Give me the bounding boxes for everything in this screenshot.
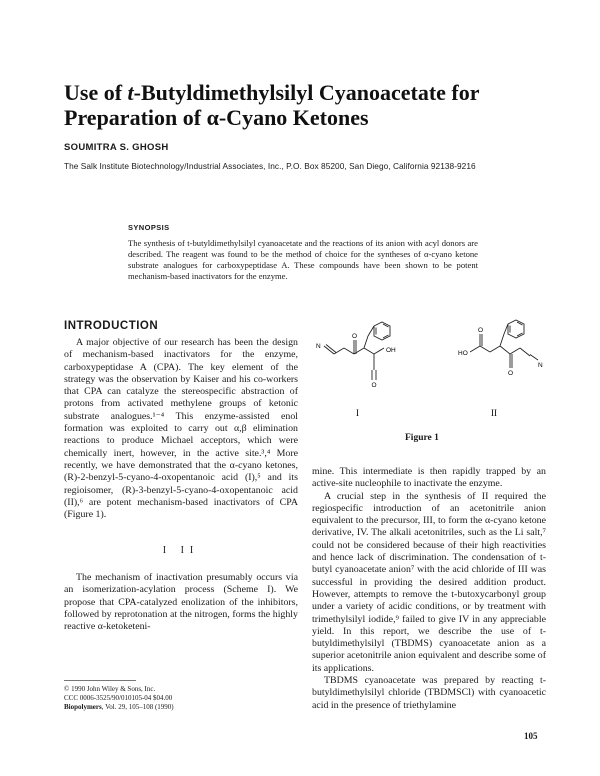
intro-paragraph-4: A crucial step in the synthesis of II required the regiospecific introduction of an acetonitrile anion equivalent to the precursor, III, to form the α-cyano ketone derivative, IV. The alkali acetonitriles, such as the Li salt,⁷ could not be considered because of their high reactivities and hence lack of discrimination. The condensation of t-butyl cyanoacetate anion⁷ with the acid chloride of III was successful in providing the desired addition product. However, attempts to remove the t-butoxycarbonyl group under a variety of acidic conditions, or by treatment with trimethylsilyl iodide,⁹ failed to give IV in any appreciable yield. In this report, we describe the use of t-butyldimethylsilyl (TBDMS) cyanoacetate anion as a superior acetonitrile anion equivalent and describe some of its applications. — [312, 490, 546, 674]
atom-o-right-bottom: O — [508, 370, 514, 377]
right-column — [312, 466, 546, 712]
atom-o-left-bottom: O — [371, 382, 377, 389]
structure-label-II: II — [491, 408, 497, 418]
journal-volume: , Vol. 29, 105–108 (1990) — [101, 703, 174, 712]
figure-1-structures — [310, 318, 546, 430]
journal-citation — [64, 703, 174, 712]
footnote-rule — [64, 680, 136, 681]
synopsis-text: The synthesis of t-butyldimethylsilyl cyanoacetate and the reactions of its anion with acyl donors are described. The reagent was found to be the method of choice for the syntheses of α-cyano ketone substrate analogues for carboxypeptidase A. These compounds have been shown to be potent mechanism-based inactivators for the enzyme. — [128, 238, 478, 281]
copyright-line: © 1990 John Wiley & Sons, Inc. — [64, 685, 156, 693]
atom-o-right-top: O — [478, 327, 484, 334]
left-column-lower — [64, 572, 298, 633]
intro-paragraph-3: mine. This intermediate is then rapidly trapped by an active-site nucleophile to inactivate the enzyme. — [312, 466, 546, 490]
atom-oh-left: OH — [386, 347, 396, 354]
journal-name: Biopolymers — [64, 703, 102, 712]
author-affiliation: The Salk Institute Biotechnology/Industrial Associates, Inc., P.O. Box 85200, San Diego, California 92138-9216 — [64, 161, 476, 171]
introduction-heading: INTRODUCTION — [64, 320, 159, 332]
synopsis-heading: SYNOPSIS — [128, 223, 170, 232]
title-line-2: Preparation of α-Cyano Ketones — [64, 105, 369, 130]
structure-label-I: I — [356, 408, 359, 418]
article-title — [64, 80, 544, 130]
footnote-block — [64, 685, 174, 713]
scheme-compound-labels: I II — [162, 545, 200, 556]
left-column-upper — [64, 337, 298, 521]
intro-paragraph-5: TBDMS cyanoacetate was prepared by reacting t-butyldimethylsilyl chloride (TBDMSCl) with cyanoacetic acid in the presence of triethylamine — [312, 675, 546, 711]
atom-ho-right: HO — [458, 350, 468, 357]
intro-paragraph-2: The mechanism of inactivation presumably occurs via an isomerization-acylation process (Scheme I). We propose that CPA-catalyzed enolization of the inhibitors, followed by reprotonation at the nitrogen, forms the highly reactive α-ketoketeni- — [64, 572, 298, 633]
title-line-1: Use of t-Butyldimethylsilyl Cyanoacetate for — [64, 80, 480, 105]
atom-n-left: N — [316, 343, 321, 350]
page-number: 105 — [524, 731, 538, 741]
intro-paragraph-1: A major objective of our research has been the design of mechanism-based inactivators for the enzyme, carboxypeptidase A (CPA). The key element of the strategy was the observation by Kaiser and his co-workers that CPA can catalyze the stereospecific abstraction of protons from activated methylene groups of ketonic substrate analogues.¹⁻⁴ This enzyme-assisted enol formation was exploited to carry out α,β elimination reactions to produce Michael acceptors, which were chemically inert, however, in the active site.³,⁴ More recently, we have demonstrated that the α-cyano ketones, (R)-2-benzyl-5-cyano-4-oxopentanoic acid (I),⁵ and its regioisomer, (R)-3-benzyl-5-cyano-4-oxopentanoic acid (II),⁶ are potent mechanism-based inactivators of CPA (Figure 1). — [64, 337, 298, 521]
ccc-line: CCC 0006-3525/90/010105-04 $04.00 — [64, 694, 173, 703]
atom-n-right: N — [538, 362, 543, 369]
structure-I — [324, 322, 390, 380]
figure-1-caption: Figure 1 — [405, 433, 439, 443]
atom-o-left-top: O — [352, 333, 358, 340]
author-name: SOUMITRA S. GHOSH — [64, 142, 169, 153]
